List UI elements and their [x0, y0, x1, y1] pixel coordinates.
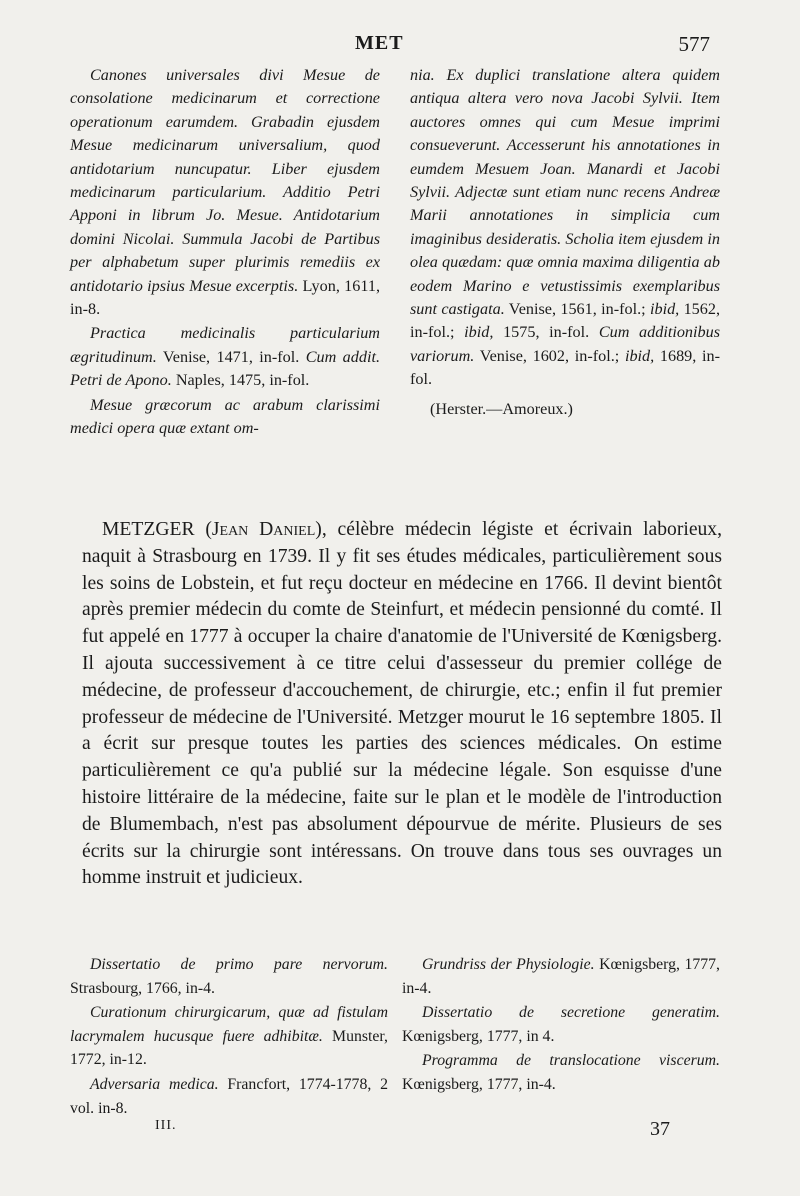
entry-sources: (Herster.—Amoreux.) [430, 399, 573, 418]
bibliography-columns [70, 953, 720, 1120]
top-two-columns [70, 64, 720, 441]
bibliography-entry: Dissertatio de primo pare nervorum. Strasbourg, 1766, in-4. [70, 956, 388, 997]
bibliography-entry: Grundriss der Physiologie. Kœnigsberg, 1777, in-4. [402, 956, 720, 997]
bibliography-entry: Dissertatio de secretione generatim. Kœnigsberg, 1777, in 4. [402, 1004, 720, 1045]
entry-canones: Canones universales divi Mesue de consolatione medicinarum et correctione operationum earumdem. Grabadin ejusdem Mesue medicinarum universalium, quod antidotarium nuncupatur. Liber ejusdem medicinarum particularium. Additio Petri Apponi in librum Jo. Mesue. Antidotarium domini Nicolai. Summula Jacobi de Partibus per alphabetum super plurimis remediis ex antidotario ipsius Mesue excerptis. Lyon, 1611, in-8. [70, 66, 380, 319]
entry-mesue-opera-start: Mesue græcorum ac arabum clarissimi medici opera quæ extant om- [70, 395, 380, 438]
bibliography-entry: Curationum chirurgicarum, quæ ad fistulam lacrymalem hucusque fuere adhibitæ. Munster, 1772, in-12. [70, 1004, 388, 1069]
biography-text [82, 517, 722, 892]
page-footer [155, 1118, 670, 1148]
biography-name: METZGER [102, 519, 195, 540]
sheet-number: 37 [650, 1118, 670, 1140]
biography-body: , célèbre médecin légiste et écrivain laborieux, naquit à Strasbourg en 1739. Il y fit ses études médicales, particulièrement sous les soins de Lobstein, et fut reçu docteur en médecine en 1766. Il devint bientôt après premier médecin du comte de Steinfurt, et médecin pensionné du comté. Il fut appelé en 1777 à occuper la chaire d'anatomie de l'Université de Kœnigsberg. Il ajouta successivement à ce titre celui d'assesseur du premier collége de médecine, de professeur d'accouchement, de chirurgie, etc.; enfin il fut premier professeur de médecine de l'Université. Metzger mourut le 16 septembre 1805. Il a écrit sur presque toutes les parties des sciences médicales. On estime particulièrement ce qu'a publié sur la médecine légale. Son esquisse d'une histoire littéraire de la médecine, faite sur le plan et le modèle de l'introduction de Blumembach, n'est pas absolument dépourvue de mérite. Plusieurs de ses écrits sur la chirurgie sont intéressans. On trouve dans tous ses ouvrages un homme instruit et judicieux. [82, 519, 723, 889]
entry-mesue-opera-end: nia. Ex duplici translatione altera quidem antiqua altera vero nova Jacobi Sylvii. Item auctores omnes qui cum Mesue imprimi consueverunt. Accesserunt his annotationes in eumdem Mesuem Joan. Manardi et Jacobi Sylvii. Adjectæ sunt etiam nunc recens Andreæ Marii annotationes in simplicia cum imaginibus desideratis. Scholia item ejusdem in olea quædam: quæ omnia maxima diligentia ab eodem Marino e vetustissimis exemplaribus sunt castigata. Venise, 1561, in-fol.; ibid, 1562, in-fol.; ibid, 1575, in-fol. Cum additionibus variorum. Venise, 1602, in-fol.; ibid, 1689, in-fol. [410, 66, 721, 389]
page-number: 577 [678, 32, 710, 56]
biography-metzger [82, 517, 722, 892]
bibliography-entry: Adversaria medica. Francfort, 1774-1778, 2 vol. in-8. [70, 1075, 389, 1117]
running-title: MET [355, 32, 404, 54]
page-header [70, 32, 710, 66]
biography-forename: (Jean Daniel) [205, 519, 322, 540]
top-left-column [70, 64, 380, 441]
bibliography-left-column [70, 953, 388, 1120]
top-right-column [410, 64, 720, 441]
signature-mark: III. [155, 1118, 177, 1133]
bibliography-right-column [402, 953, 720, 1120]
entry-practica: Practica medicinalis particularium ægritudinum. Venise, 1471, in-fol. Cum addit. Petri de Apono. Naples, 1475, in-fol. [70, 324, 380, 390]
bibliography-entry: Programma de translocatione viscerum. Kœnigsberg, 1777, in-4. [402, 1052, 720, 1093]
